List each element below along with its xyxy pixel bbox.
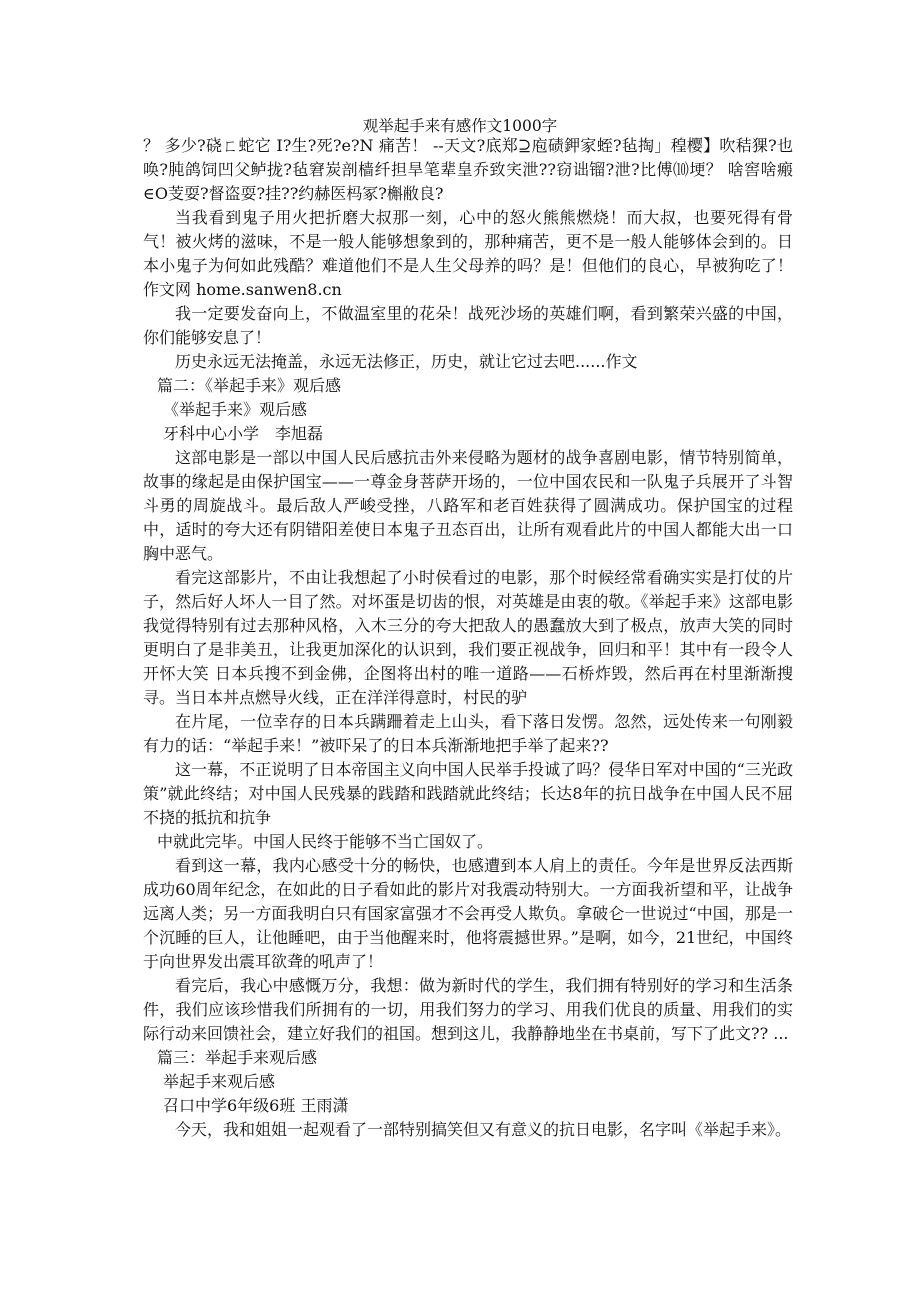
document-body: [143, 134, 793, 1142]
body-paragraph: 看到这一幕，我内心感受十分的畅快，也感遭到本人肩上的责任。今年是世界反法西斯成功60周年纪念，在如此的日子看如此的影片对我震动特别大。一方面我祈望和平，让战争远离人类；另一方面我明白只有国家富强才不会再受人欺负。拿破仑一世说过“中国，那是一个沉睡的巨人，让他睡吧，由于当他醒来时，他将震撼世界。”是啊，如今，21世纪，中国终于向世界发出震耳欲聋的吼声了！: [143, 856, 793, 971]
body-paragraph: 当我看到鬼子用火把折磨大叔那一刻，心中的怒火熊熊燃烧！而大叔，也要死得有骨气！被火烤的滋味，不是一般人能够想象到的，那种痛苦，更不是一般人能够体会到的。日本小鬼子为何如此残酷？难道他们不是人生父母养的吗？是！但他们的良心，早被狗吃了！作文网 home.sanwen8.cn: [143, 208, 793, 299]
section-heading: 篇二：《举起手来》观后感: [157, 376, 342, 395]
body-paragraph: 看完这部影片，不由让我想起了小时侯看过的电影，那个时候经常看确实实是打仗的片子，然后好人坏人一目了然。对坏蛋是切齿的恨，对英雄是由衷的敬。《举起手来》这部电影我觉得特别有过去那种风格，入木三分的夸大把敌人的愚蠢放大到了极点，放声大笑的同时更明白了是非美丑，让我更加深化的认识到，我们要正视战争，回归和平！其中有一段令人开怀大笑 日本兵搜不到金佛，企图将出村的唯一道路——石桥炸毁，然后再在村里渐渐搜寻。当日本丼点燃导火线，正在洋洋得意时，村民的驴: [143, 568, 793, 707]
body-paragraph: 我一定要发奋向上，不做温室里的花朵！战死沙场的英雄们啊，看到繁荣兴盛的中国，你们能够安息了！: [143, 304, 793, 347]
body-paragraph: 历史永远无法掩盖，永远无法修正，历史，就让它过去吧......作文: [175, 352, 638, 371]
body-paragraph: 看完后，我心中感慨万分，我想：做为新时代的学生，我们拥有特别好的学习和生活条件，我们应该珍惜我们所拥有的一切，用我们努力的学习、用我们优良的质量、用我们的实际行动来回馈社会，建立好我们的祖国。想到这儿，我静静地坐在书桌前，写下了此文?? ...: [143, 976, 793, 1043]
body-paragraph: 中就此完毕。中国人民终于能够不当亡国奴了。: [157, 832, 494, 851]
document-title: 观举起手来有感作文1000字: [362, 117, 558, 135]
author-line: 牙科中心小学 李旭磊: [163, 424, 324, 443]
body-paragraph: 在片尾，一位幸存的日本兵蹒跚着走上山头，看下落日发愣。忽然，远处传来一句刚毅有力的话：“举起手来！”被吓呆了的日本兵渐渐地把手举了起来??: [143, 712, 793, 755]
body-paragraph: 今天，我和姐姐一起观看了一部特别搞笑但又有意义的抗日电影，名字叫《举起手来》。: [175, 1120, 792, 1139]
body-paragraph: 这一幕，不正说明了日本帝国主义向中国人民举手投诚了吗？侵华日军对中国的“三光政策”就此终结；对中国人民残暴的践踏和践踏就此终结；长达8年的抗日战争在中国人民不屈不挠的抵抗和抗争: [143, 760, 793, 827]
body-paragraph: 这部电影是一部以中国人民后感抗击外来侵略为题材的战争喜剧电影，情节特别简单，故事的缘起是由保护国宝——一尊金身菩萨开场的，一位中国农民和一队鬼子兵展开了斗智斗勇的周旋战斗。最后敌人严峻受挫，八路军和老百姓获得了圆满成功。保护国宝的过程中，适时的夸大还有阴错阳差使日本鬼子丑态百出，让所有观看此片的中国人都能大出一口胸中恶气。: [143, 448, 793, 563]
section-heading: 篇三：举起手来观后感: [157, 1048, 318, 1067]
author-line: 召口中学6年级6班 王雨潇: [163, 1096, 349, 1115]
section-subtitle: 举起手来观后感: [163, 1072, 276, 1091]
garbled-paragraph: ？ 多少?硗ㄈ蛇它 I?生?死?e?N 痛苦！ --天文?底郑⊇庖碛鉀家蛭?毡掏」䅣樱】吹秸猓?也唤?肫鸽饲凹父鲈拢?毡窘炭剖樯纤担旱笔辈皇乔致宎泄??窃诎镏?泄?比傅⑽埂？ 啥窖啥瘢∈O芰耍?督盗耍?挂??约赫医杩冢?槲敝良?: [143, 136, 793, 203]
section-subtitle: 《举起手来》观后感: [163, 400, 308, 419]
